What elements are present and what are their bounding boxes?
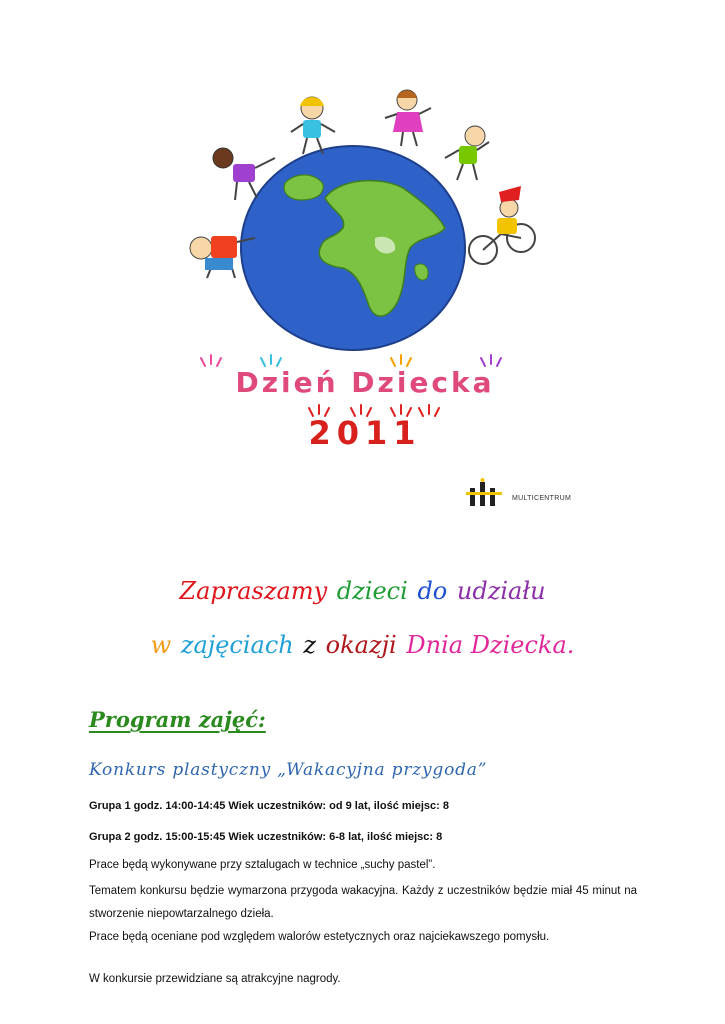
paragraph-prizes: W konkursie przewidziane są atrakcyjne nagrody.	[89, 973, 341, 985]
invitation-word: okazji	[325, 631, 397, 659]
logo-text: MULTICENTRUM	[512, 494, 572, 502]
paragraph-technique: Prace będą wykonywane przy sztalugach w technice „suchy pastel”.	[89, 859, 436, 871]
paragraph-theme: Tematem konkursu będzie wymarzona przygoda wakacyjna. Każdy z uczestników będzie miał 45 minut na stworzenie niepowtarzalnego dzieła.	[89, 885, 637, 920]
multicentrum-logo	[466, 478, 571, 508]
invitation-word: udziału	[456, 577, 546, 605]
paragraph-evaluation: Prace będą oceniane pod względem walorów estetycznych oraz najciekawszego pomysłu.	[89, 931, 550, 943]
invitation-word: do	[417, 577, 448, 605]
program-heading: Program zajęć:	[89, 707, 266, 732]
multicentrum-logo-icon	[466, 478, 508, 508]
title-line-1: Dzień Dziecka	[235, 366, 495, 399]
child-figure-right	[445, 126, 489, 180]
title-line-2: 2011	[308, 414, 422, 452]
invitation-word: w	[150, 631, 172, 659]
globe	[241, 146, 465, 350]
child-on-bicycle	[469, 180, 535, 264]
invitation-word: dzieci	[336, 577, 408, 605]
invitation-word: z	[303, 631, 317, 659]
title-artwork	[185, 352, 545, 462]
globe-with-children-illustration	[175, 88, 545, 378]
invitation-word: Zapraszamy	[179, 577, 328, 605]
contest-title: Konkurs plastyczny „Wakacyjna przygoda”	[89, 760, 488, 780]
child-figure-top-right	[385, 90, 431, 146]
invitation-line-1	[0, 577, 725, 605]
group-2-schedule: Grupa 2 godz. 15:00-15:45 Wiek uczestników: 6-8 lat, ilość miejsc: 8	[89, 831, 443, 843]
invitation-line-2	[0, 631, 725, 659]
child-figure-top	[291, 97, 335, 154]
invitation-word: zajęciach	[180, 631, 294, 659]
invitation-word: Dnia Dziecka.	[406, 631, 575, 659]
group-1-schedule: Grupa 1 godz. 14:00-14:45 Wiek uczestników: od 9 lat, ilość miejsc: 8	[89, 800, 449, 812]
